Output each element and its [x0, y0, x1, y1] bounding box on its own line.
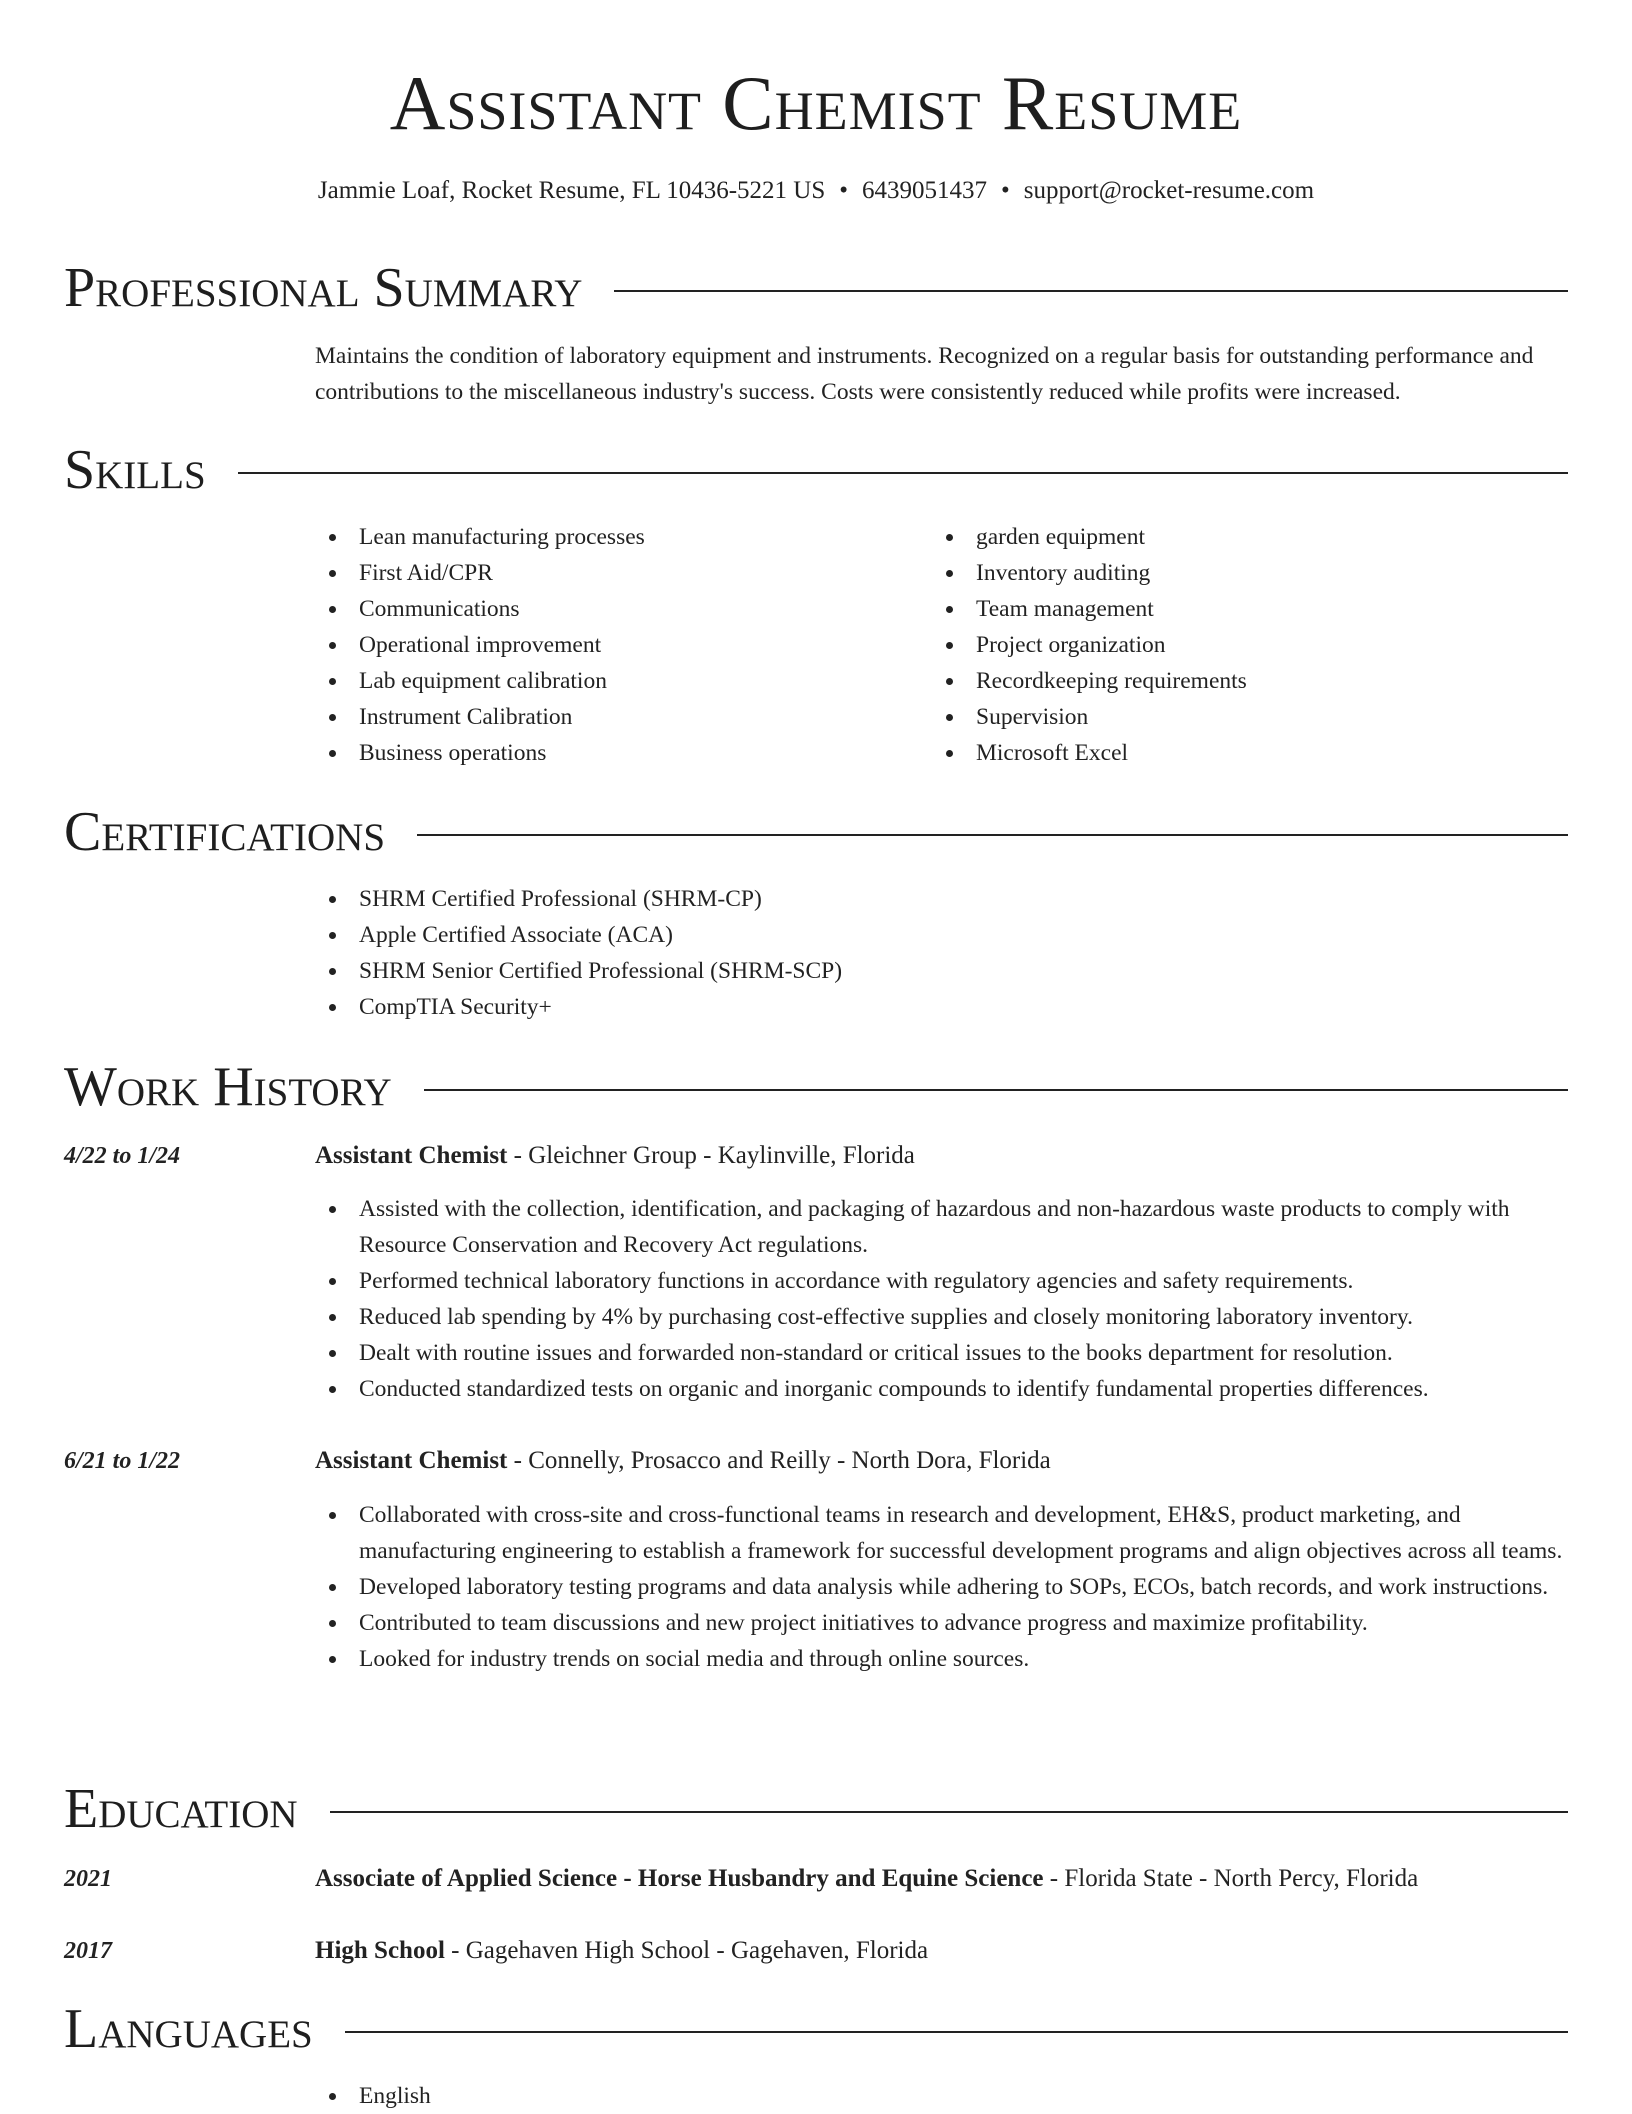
certification-item: Apple Certified Associate (ACA): [315, 917, 1570, 953]
job-bullet: Performed technical laboratory functions in accordance with regulatory agencies and safety requirements.: [315, 1263, 1570, 1299]
job-employer: - Connelly, Prosacco and Reilly - North Dora, Florida: [507, 1447, 1051, 1474]
contact-line: [0, 174, 1632, 208]
section-heading: Education: [64, 1778, 298, 1840]
job-bullet: Assisted with the collection, identification, and packaging of hazardous and non-hazardous waste products to comply with Resource Conservation and Recovery Act regulations.: [315, 1191, 1570, 1263]
skill-item: Communications: [315, 591, 915, 627]
job-bullet: Collaborated with cross-site and cross-functional teams in research and development, EH&S, product marketing, and manufacturing engineering to establish a framework for successful development programs and align objectives across all teams.: [315, 1497, 1570, 1569]
job-bullets: [315, 1191, 1570, 1407]
language-item: English: [315, 2078, 1570, 2114]
certification-item: SHRM Senior Certified Professional (SHRM-SCP): [315, 953, 1570, 989]
education-school: - Gagehaven High School - Gagehaven, Florida: [444, 1937, 929, 1964]
certifications-list: [315, 881, 1570, 1025]
job-dates: 4/22 to 1/24: [64, 1143, 181, 1169]
job-dates: 6/21 to 1/22: [64, 1448, 181, 1474]
education-degree: High School: [315, 1937, 445, 1964]
section-certifications: [64, 797, 1568, 867]
skill-item: Operational improvement: [315, 627, 915, 663]
certification-item: CompTIA Security+: [315, 989, 1570, 1025]
resume-title: Assistant Chemist Resume: [389, 60, 1243, 146]
job-bullet: Developed laboratory testing programs and data analysis while adhering to SOPs, ECOs, batch records, and work instructions.: [315, 1569, 1570, 1605]
contact-separator: •: [839, 177, 849, 204]
summary-text: Maintains the condition of laboratory equipment and instruments. Recognized on a regular basis for outstanding performance and contributions to the miscellaneous industry's success. Costs were consistently reduced while profits were increased.: [315, 343, 1534, 405]
job-role: Assistant Chemist: [315, 1447, 508, 1474]
section-heading: Skills: [64, 439, 206, 501]
skill-item: Recordkeeping requirements: [932, 663, 1552, 699]
education-entry: [315, 1933, 1570, 1969]
section-education: [64, 1774, 1568, 1844]
education-year: 2021: [64, 1866, 112, 1892]
section-divider: [330, 1811, 1568, 1813]
section-languages: [64, 1994, 1568, 2064]
job-bullets: [315, 1497, 1570, 1677]
skill-item: Instrument Calibration: [315, 699, 915, 735]
section-heading: Languages: [64, 1998, 313, 2060]
skill-item: Microsoft Excel: [932, 735, 1552, 771]
education-entry: [315, 1861, 1570, 1897]
job-bullet: Conducted standardized tests on organic and inorganic compounds to identify fundamental properties differences.: [315, 1371, 1570, 1407]
section-divider: [238, 472, 1568, 474]
skill-item: Lab equipment calibration: [315, 663, 915, 699]
section-heading: Professional Summary: [64, 257, 583, 319]
job-bullet: Reduced lab spending by 4% by purchasing cost-effective supplies and closely monitoring laboratory inventory.: [315, 1299, 1570, 1335]
certification-item: SHRM Certified Professional (SHRM-CP): [315, 881, 1570, 917]
skill-item: garden equipment: [932, 519, 1552, 555]
skill-item: Inventory auditing: [932, 555, 1552, 591]
education-year: 2017: [64, 1938, 112, 1964]
skills-list-left: [315, 519, 915, 771]
section-divider: [614, 290, 1568, 292]
contact-address: Jammie Loaf, Rocket Resume, FL 10436-5221 US: [317, 177, 826, 204]
job-title-line: [315, 1138, 1570, 1174]
languages-list: [315, 2078, 1570, 2114]
education-school: - Florida State - North Percy, Florida: [1043, 1865, 1419, 1892]
section-professional-summary: [64, 253, 1568, 323]
contact-separator: •: [1001, 177, 1010, 204]
skill-item: Team management: [932, 591, 1552, 627]
skill-item: Business operations: [315, 735, 915, 771]
section-divider: [417, 834, 1568, 836]
section-skills: [64, 435, 1568, 505]
section-heading: Work History: [64, 1056, 392, 1118]
skill-item: Supervision: [932, 699, 1552, 735]
skill-item: Lean manufacturing processes: [315, 519, 915, 555]
job-role: Assistant Chemist: [315, 1142, 508, 1169]
section-divider: [424, 1089, 1568, 1091]
education-degree: Associate of Applied Science - Horse Husbandry and Equine Science: [315, 1865, 1044, 1892]
skill-item: First Aid/CPR: [315, 555, 915, 591]
job-bullet: Contributed to team discussions and new project initiatives to advance progress and maximize profitability.: [315, 1605, 1570, 1641]
job-employer: - Gleichner Group - Kaylinville, Florida: [507, 1142, 915, 1169]
section-heading: Certifications: [64, 801, 386, 863]
skills-list-right: [932, 519, 1552, 771]
section-divider: [345, 2031, 1568, 2033]
contact-phone: 6439051437: [862, 177, 988, 204]
section-work-history: [64, 1052, 1568, 1122]
skill-item: Project organization: [932, 627, 1552, 663]
job-bullet: Dealt with routine issues and forwarded non-standard or critical issues to the books department for resolution.: [315, 1335, 1570, 1371]
job-title-line: [315, 1443, 1570, 1479]
contact-email: support@rocket-resume.com: [1023, 177, 1315, 204]
job-bullet: Looked for industry trends on social media and through online sources.: [315, 1641, 1570, 1677]
